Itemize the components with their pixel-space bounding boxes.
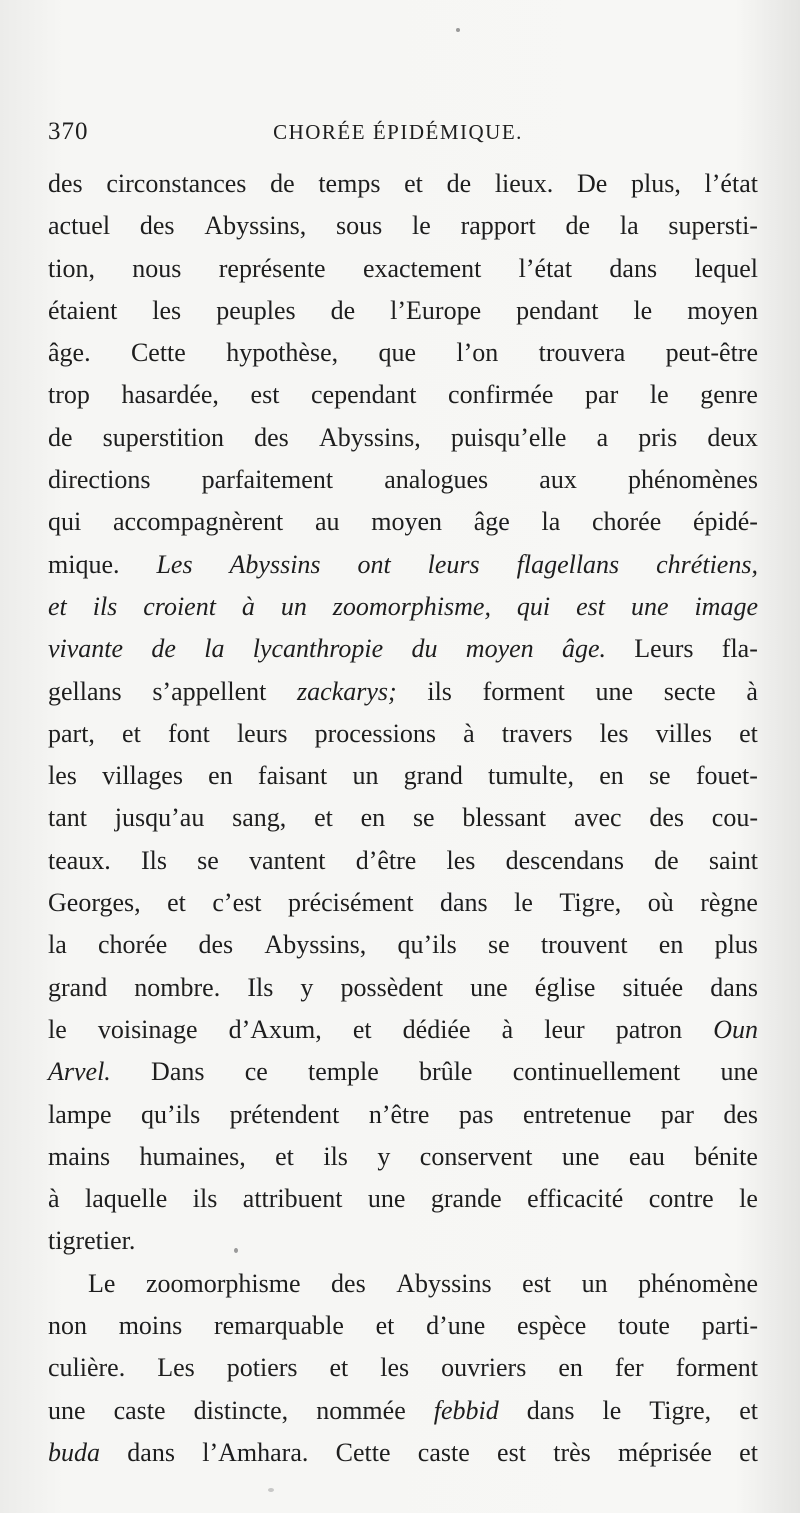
word: méprisée xyxy=(618,1437,712,1467)
italic-word: Les xyxy=(156,549,193,579)
word: temps xyxy=(318,169,381,198)
word: part, xyxy=(48,718,95,748)
word: y xyxy=(377,1141,391,1171)
text-line xyxy=(48,924,758,966)
word: villages xyxy=(102,761,183,791)
text-line xyxy=(48,501,758,543)
word: y xyxy=(300,972,314,1002)
word: une xyxy=(595,676,634,706)
word: tumulte, xyxy=(488,761,574,791)
word: une xyxy=(367,1184,406,1214)
word: descendans xyxy=(505,845,624,875)
page-header xyxy=(48,112,760,152)
word: trop xyxy=(48,380,90,410)
word: saint xyxy=(708,845,758,875)
word: phénomènes xyxy=(627,465,758,495)
word: les xyxy=(599,718,629,748)
word: l’Amhara. xyxy=(202,1437,309,1467)
word: s’appellent xyxy=(152,676,267,706)
word: un xyxy=(581,1268,608,1298)
word: le xyxy=(514,888,533,918)
text-line xyxy=(48,1432,758,1474)
text-line xyxy=(48,755,758,797)
word: prétendent xyxy=(229,1099,340,1129)
word: faisant xyxy=(257,761,328,791)
word: d’être xyxy=(355,845,417,875)
word: brûle xyxy=(419,1057,473,1087)
word: Abyssins xyxy=(396,1268,492,1298)
word: par xyxy=(585,380,619,410)
word: trouvent xyxy=(540,930,628,960)
word: âge. xyxy=(48,338,91,368)
word: continuellement xyxy=(512,1057,681,1087)
word: de xyxy=(654,845,679,875)
word: de xyxy=(446,169,472,198)
italic-word: vivante xyxy=(48,634,124,664)
word: une xyxy=(561,1141,600,1171)
text-line xyxy=(48,840,758,882)
italic-word: qui xyxy=(516,591,551,621)
word: Dans xyxy=(151,1057,205,1087)
word: dans xyxy=(609,253,658,283)
word: forment xyxy=(675,1353,758,1383)
text-line xyxy=(48,1009,758,1051)
word: secte xyxy=(663,676,716,706)
word: le xyxy=(48,1014,67,1044)
word: Le xyxy=(88,1268,116,1298)
word: culière. xyxy=(48,1353,126,1383)
word: d’Axum, xyxy=(228,1014,322,1044)
word: circonstances xyxy=(106,169,247,198)
word: n’être xyxy=(368,1099,430,1129)
italic-word: Arvel. xyxy=(48,1057,111,1087)
body-text xyxy=(48,163,758,1474)
word: est xyxy=(250,380,280,410)
word: leurs xyxy=(236,718,288,748)
word: zoomorphisme xyxy=(145,1268,301,1298)
word: se xyxy=(197,845,219,875)
word: espèce xyxy=(517,1311,587,1341)
word: fla- xyxy=(721,634,758,664)
word: lieux. xyxy=(494,169,554,198)
word: accompagnèrent xyxy=(112,507,284,537)
word: villes xyxy=(655,718,712,748)
italic-word: chrétiens, xyxy=(656,549,758,579)
word: ils xyxy=(323,1141,348,1171)
page-number: 370 xyxy=(48,118,89,145)
word: possèdent xyxy=(340,972,444,1002)
word: caste xyxy=(113,1395,166,1425)
word: des xyxy=(723,1099,758,1129)
word: font xyxy=(167,718,210,748)
scan-speck xyxy=(234,1248,238,1253)
word: parfaitement xyxy=(201,465,334,495)
word: cou- xyxy=(711,803,758,833)
word: parti- xyxy=(701,1311,758,1341)
word: mains xyxy=(48,1141,111,1171)
word: jusqu’au xyxy=(114,803,205,833)
word: supersti- xyxy=(668,211,758,241)
word: Tigre, xyxy=(649,1395,712,1425)
word: qui xyxy=(48,507,82,537)
word: pris xyxy=(638,422,678,452)
word: église xyxy=(534,972,596,1002)
word: Leurs xyxy=(634,634,694,664)
word: et xyxy=(352,1014,372,1044)
italic-word: est xyxy=(576,591,605,621)
word: la xyxy=(619,211,639,241)
word: hasardée, xyxy=(121,380,219,410)
word: représente xyxy=(218,253,326,283)
word: analogues xyxy=(384,465,489,495)
word: confirmée xyxy=(448,380,554,410)
word: où xyxy=(647,888,674,918)
text-line xyxy=(48,290,758,332)
word: bénite xyxy=(694,1141,758,1171)
word: le xyxy=(633,295,653,325)
word: les xyxy=(380,1353,410,1383)
word: trouvera xyxy=(538,338,626,368)
italic-word: ils xyxy=(92,591,118,621)
word: eau xyxy=(628,1141,665,1171)
word: grande xyxy=(430,1184,502,1214)
italic-word: la xyxy=(204,634,225,664)
text-line xyxy=(48,967,758,1009)
word: un xyxy=(352,761,379,791)
word: non xyxy=(48,1311,87,1341)
word: des xyxy=(331,1268,366,1298)
word: très xyxy=(553,1437,591,1467)
word: rapport xyxy=(460,211,536,241)
word: c’est xyxy=(212,888,262,918)
word: des xyxy=(649,803,685,833)
word: teaux. xyxy=(48,845,111,875)
word: leur xyxy=(544,1014,585,1044)
text-line xyxy=(48,586,758,628)
word: plus, xyxy=(631,169,681,198)
word: Les xyxy=(157,1353,195,1383)
word: fer xyxy=(614,1353,644,1383)
text-line xyxy=(48,713,758,755)
word: temple xyxy=(308,1057,379,1087)
word: de xyxy=(330,295,356,325)
word: de xyxy=(48,422,73,452)
word: Cette xyxy=(130,338,186,368)
italic-word: buda xyxy=(48,1437,100,1467)
italic-word: ont xyxy=(357,549,391,579)
word: tion, xyxy=(48,253,95,283)
word: est xyxy=(522,1268,552,1298)
word: les xyxy=(446,845,476,875)
word: située xyxy=(622,972,684,1002)
text-line xyxy=(48,1263,758,1305)
word: à xyxy=(463,718,475,748)
word: deux xyxy=(707,422,758,452)
word: épidé- xyxy=(692,507,758,537)
italic-word: febbid xyxy=(433,1395,499,1425)
word: pendant xyxy=(516,295,599,325)
text-line xyxy=(48,544,758,586)
word: ils xyxy=(427,676,452,706)
italic-word: flagellans xyxy=(516,549,620,579)
text-line xyxy=(48,459,758,501)
word: aux xyxy=(539,465,577,495)
word: et xyxy=(167,888,186,918)
word: conservent xyxy=(419,1141,533,1171)
word: tant xyxy=(48,803,87,833)
text-line xyxy=(48,671,758,713)
word: Abyssins, xyxy=(204,211,307,241)
word: et xyxy=(404,169,423,198)
word: vantent xyxy=(249,845,326,875)
text-line xyxy=(48,1347,758,1389)
word: peuples xyxy=(216,295,296,325)
running-title: CHORÉE ÉPIDÉMIQUE. xyxy=(273,120,523,144)
word: à xyxy=(746,676,758,706)
word: une xyxy=(48,1395,86,1425)
word: sang, xyxy=(232,803,287,833)
word: en xyxy=(599,761,624,791)
italic-word: âge. xyxy=(561,634,606,664)
word: cependant xyxy=(311,380,417,410)
word: Georges, xyxy=(48,888,141,918)
word: Cette xyxy=(335,1437,391,1467)
word: se xyxy=(412,803,435,833)
word: attribuent xyxy=(242,1184,343,1214)
word: De xyxy=(577,169,608,198)
word: de xyxy=(270,169,295,198)
word: lequel xyxy=(694,253,758,283)
text-line xyxy=(48,882,758,924)
word: que xyxy=(378,338,417,368)
word: processions xyxy=(314,718,436,748)
word: le xyxy=(602,1395,622,1425)
word: moyen xyxy=(371,507,443,537)
text-line xyxy=(48,205,758,247)
word: potiers xyxy=(226,1353,298,1383)
word: à xyxy=(48,1184,60,1214)
word: et xyxy=(739,1395,758,1425)
scan-speck xyxy=(456,28,460,32)
word: en xyxy=(558,1353,583,1383)
word: moyen xyxy=(687,295,758,325)
word: voisinage xyxy=(97,1014,198,1044)
word: superstition xyxy=(102,422,225,452)
word: Abyssins, xyxy=(318,422,421,452)
italic-word: moyen xyxy=(465,634,534,664)
text-line xyxy=(48,1390,758,1432)
text-line xyxy=(48,163,758,205)
italic-word: zoomorphisme, xyxy=(332,591,491,621)
word: peut-être xyxy=(665,338,758,368)
text-line xyxy=(48,374,758,416)
word: caste xyxy=(417,1437,470,1467)
word: genre xyxy=(700,380,758,410)
word: contre xyxy=(648,1184,714,1214)
word: lampe xyxy=(48,1099,112,1129)
word: forment xyxy=(482,676,565,706)
word: d’une xyxy=(426,1311,486,1341)
word: le xyxy=(412,211,431,241)
italic-word: croient xyxy=(143,591,216,621)
word: précisément xyxy=(287,888,414,918)
word: une xyxy=(470,972,508,1002)
word: phénomène xyxy=(638,1268,758,1298)
text-line xyxy=(48,332,758,374)
word: la xyxy=(48,930,67,960)
word: ouvriers xyxy=(441,1353,527,1383)
word: gellans xyxy=(48,676,122,706)
italic-word: zackarys; xyxy=(297,676,397,706)
italic-word: Abyssins xyxy=(229,549,321,579)
word: a xyxy=(596,422,609,452)
text-line xyxy=(48,797,758,839)
word: à xyxy=(501,1014,514,1044)
word: nommée xyxy=(316,1395,406,1425)
word: en xyxy=(208,761,233,791)
text-line xyxy=(48,1305,758,1347)
text-line xyxy=(48,1136,758,1178)
word: le xyxy=(649,380,669,410)
text-line xyxy=(48,248,758,290)
word: qu’ils xyxy=(140,1099,201,1129)
word: ils xyxy=(192,1184,218,1214)
word: dans xyxy=(710,972,758,1002)
word: mique. xyxy=(48,549,120,579)
word: une xyxy=(720,1057,758,1087)
word: âge xyxy=(473,507,510,537)
word: des xyxy=(139,211,175,241)
word: laquelle xyxy=(85,1184,168,1214)
word: plus xyxy=(714,930,758,960)
italic-word: leurs xyxy=(427,549,480,579)
italic-word: et xyxy=(48,591,67,621)
word: remarquable xyxy=(213,1311,344,1341)
word: nous xyxy=(132,253,182,283)
word: dans xyxy=(127,1437,175,1467)
word: chorée xyxy=(591,507,662,537)
word: patron xyxy=(615,1014,683,1044)
text-line xyxy=(48,1094,758,1136)
word: la xyxy=(541,507,561,537)
word: actuel xyxy=(48,211,111,241)
word: et xyxy=(329,1353,349,1383)
text-line xyxy=(48,628,758,670)
word: l’on xyxy=(456,338,499,368)
word: l’Europe xyxy=(390,295,482,325)
word: directions xyxy=(48,465,151,495)
word: ce xyxy=(244,1057,268,1087)
word: chorée xyxy=(98,930,168,960)
italic-word: Oun xyxy=(713,1014,758,1044)
word: et xyxy=(275,1141,294,1171)
word: hypothèse, xyxy=(226,338,339,368)
word: avec xyxy=(573,803,622,833)
word: et xyxy=(122,718,141,748)
word: au xyxy=(315,507,340,537)
word: dans xyxy=(526,1395,575,1425)
word: de xyxy=(565,211,591,241)
word: l’état xyxy=(704,169,758,198)
word: sous xyxy=(336,211,383,241)
word: en xyxy=(360,803,386,833)
word: travers xyxy=(501,718,573,748)
word: les xyxy=(48,761,77,791)
word: et xyxy=(739,1437,758,1467)
text-line xyxy=(48,417,758,459)
word: dédiée xyxy=(402,1014,471,1044)
word: des xyxy=(198,930,234,960)
word: et xyxy=(739,718,758,748)
italic-word: à xyxy=(241,591,255,621)
word: tigretier. xyxy=(48,1226,136,1256)
text-line xyxy=(48,1178,758,1220)
word: en xyxy=(658,930,684,960)
word: par xyxy=(660,1099,694,1129)
word: et xyxy=(375,1311,395,1341)
word: grand xyxy=(48,972,108,1002)
word: toute xyxy=(617,1311,670,1341)
word: Ils xyxy=(140,845,167,875)
italic-word: du xyxy=(411,634,438,664)
word: des xyxy=(254,422,289,452)
word: dans xyxy=(440,888,488,918)
italic-word: image xyxy=(694,591,758,621)
word: étaient xyxy=(48,295,118,325)
word: Ils xyxy=(247,972,274,1002)
word: puisqu’elle xyxy=(450,422,567,452)
word: l’état xyxy=(518,253,573,283)
word: exactement xyxy=(362,253,482,283)
word: efficacité xyxy=(527,1184,624,1214)
scan-speck xyxy=(268,1488,274,1492)
word: distincte, xyxy=(193,1395,289,1425)
text-line xyxy=(48,1051,758,1093)
italic-word: une xyxy=(630,591,669,621)
italic-word: un xyxy=(280,591,307,621)
word: qu’ils xyxy=(397,930,457,960)
word: se xyxy=(487,930,510,960)
word: le xyxy=(739,1184,758,1214)
word: Tigre, xyxy=(559,888,622,918)
word: pas xyxy=(458,1099,494,1129)
word: fouet- xyxy=(695,761,758,791)
word: grand xyxy=(403,761,463,791)
italic-word: lycanthropie xyxy=(252,634,384,664)
word: des xyxy=(48,169,83,198)
text-line xyxy=(48,1220,758,1262)
word: règne xyxy=(700,888,758,918)
word: moins xyxy=(118,1311,183,1341)
word: humaines, xyxy=(139,1141,246,1171)
word: Abyssins, xyxy=(264,930,367,960)
italic-word: de xyxy=(151,634,176,664)
word: blessant xyxy=(462,803,547,833)
word: se xyxy=(648,761,671,791)
word: les xyxy=(152,295,182,325)
word: entretenue xyxy=(522,1099,632,1129)
word: est xyxy=(497,1437,526,1467)
word: nombre. xyxy=(134,972,221,1002)
word: et xyxy=(314,803,333,833)
